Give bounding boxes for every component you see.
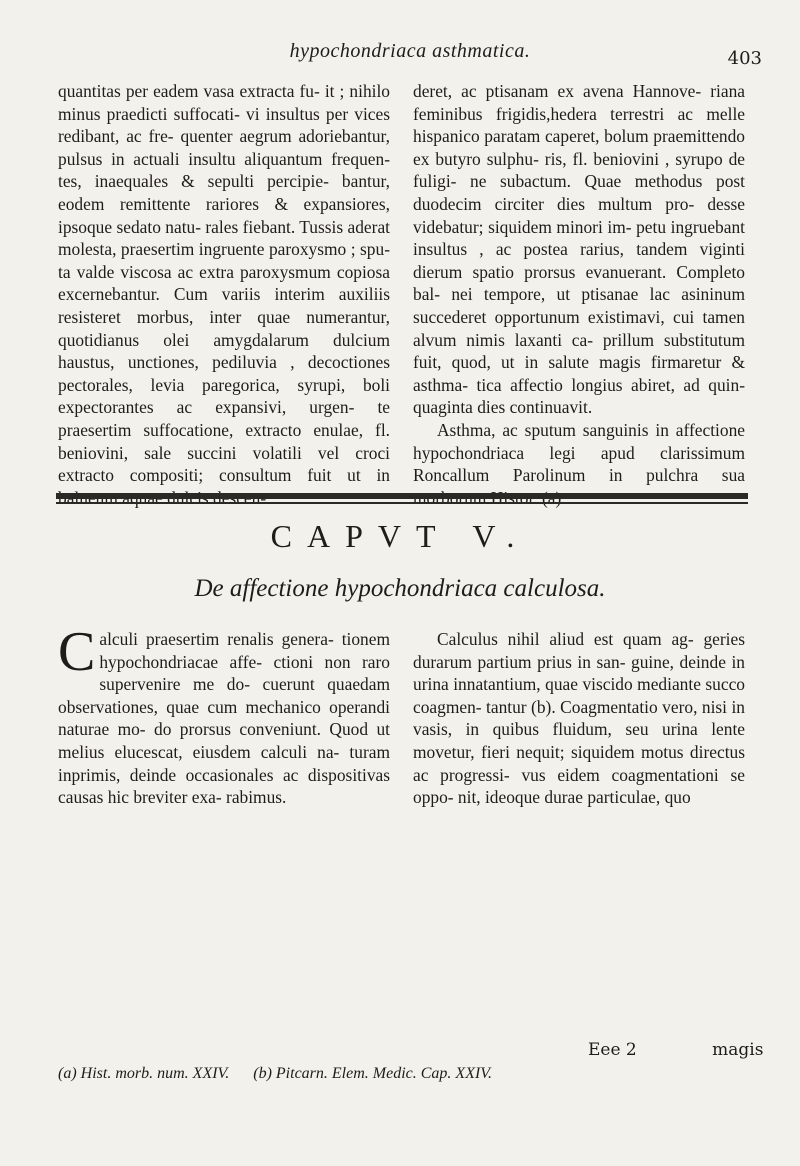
ornamental-rule-thin: [56, 502, 748, 504]
column-top-right: [413, 80, 745, 509]
drop-cap: C: [58, 621, 96, 683]
paragraph: alculi praesertim renalis genera- tionem hypochondriacae affe- ctioni non raro supervenire me do- cuerunt quaedam observationes, quae cum mechanico operandi naturae mo- do prorsus conveniunt. Quod ut melius elucescat, eiusdem calculi na- turam inprimis, deinde occasionales ac dispositivas causas hic breviter exa- rabimus.: [58, 629, 390, 808]
footnote-b: (b) Pitcarn. Elem. Medic. Cap. XXIV.: [253, 1065, 493, 1082]
signature-mark: Eee 2: [588, 1040, 637, 1060]
signature-line: [588, 1040, 763, 1060]
paragraph: quantitas per eadem vasa extracta fu- it ; nihilo minus praedicti suffocati- vi insultus per vices redibant, ac fre- quenter aegrum adoriebantur, pulsus in actuali insultu aliquantum frequen- tes, inaequales & sepulti percipie- bantur, eodem remittente rariores & expansiores, ipsoque sedato natu- rales fiebant. Tussis aderat molesta, praesertim ingruente paroxysmo ; spu- ta valde viscosa ac extra paroxysmum copiosa excernebantur. Cum variis interim auxiliis resisteret morbus, inter quae numerantur, quotidianus olei amygdalarum dulcium haustus, unctiones, pediluvia , decoctiones pectorales, levia paregorica, syrupi, boli expectorantes ac expansivi, urgen- te praesertim suffocatione, extracto enulae, fl. beniovini, sale succini volatili vel croci extracto compositi; consultum fuit ut in: [58, 81, 390, 486]
column-bottom-left: [58, 621, 390, 809]
paragraph: Asthma, ac sputum sanguinis in affectione hypochondriaca legi apud clarissimum Roncallum Parolinum in pulchra sua: [413, 419, 745, 486]
chapter-subtitle: De affectione hypochondriaca calculosa.: [194, 575, 606, 602]
footnotes: [58, 1065, 758, 1083]
running-header: [130, 40, 762, 70]
column-bottom-right: [413, 628, 745, 809]
paragraph: deret, ac ptisanam ex avena Hannove- riana feminibus frigidis,hedera terrestri ac melle hispanico paratam caperet, bolum praemittendo ex butyro sulphu- ris, fl. beniovini , syrupo de fuligi- ne subactum. Quae methodus post duodecim circiter dies multum pro- desse videbatur; siquidem minori im- petu ingruebant insultus , ac postea rarius, tandem viginti dierum spatio prorsus evanuerant. Completo bal- nei tempore, ut ptisanae lac asininum succederet opportunum existimavi, cui tamen alvum nimis laxanti ca- prillum substitutum fuit, quod, ut in salute magis firmaretur & asthma- tica affectio longius abiret, ad quin- quaginta dies continuavit.: [413, 81, 745, 418]
page-number: 403: [727, 48, 762, 69]
footnote-a: (a) Hist. morb. num. XXIV.: [58, 1065, 230, 1082]
column-top-left: [58, 80, 390, 509]
chapter-heading: CAPVT V.: [270, 518, 530, 554]
running-title: hypochondriaca asthmatica.: [289, 40, 531, 62]
ornamental-rule: [56, 493, 748, 499]
catchword: magis: [712, 1040, 764, 1060]
paragraph: Calculus nihil aliud est quam ag- geries durarum partium prius in san- guine, deinde in urina innatantium, quae viscido mediante succo coagmen- tantur (b). Coagmentatio vero, nisi in vasis, in quibus fluidum, seu urina lente movetur, fieri nequit; siquidem motus directus ac progressi- vus eidem coagmentationi se oppo- nit, ideoque durae particulae, quo: [413, 629, 745, 808]
